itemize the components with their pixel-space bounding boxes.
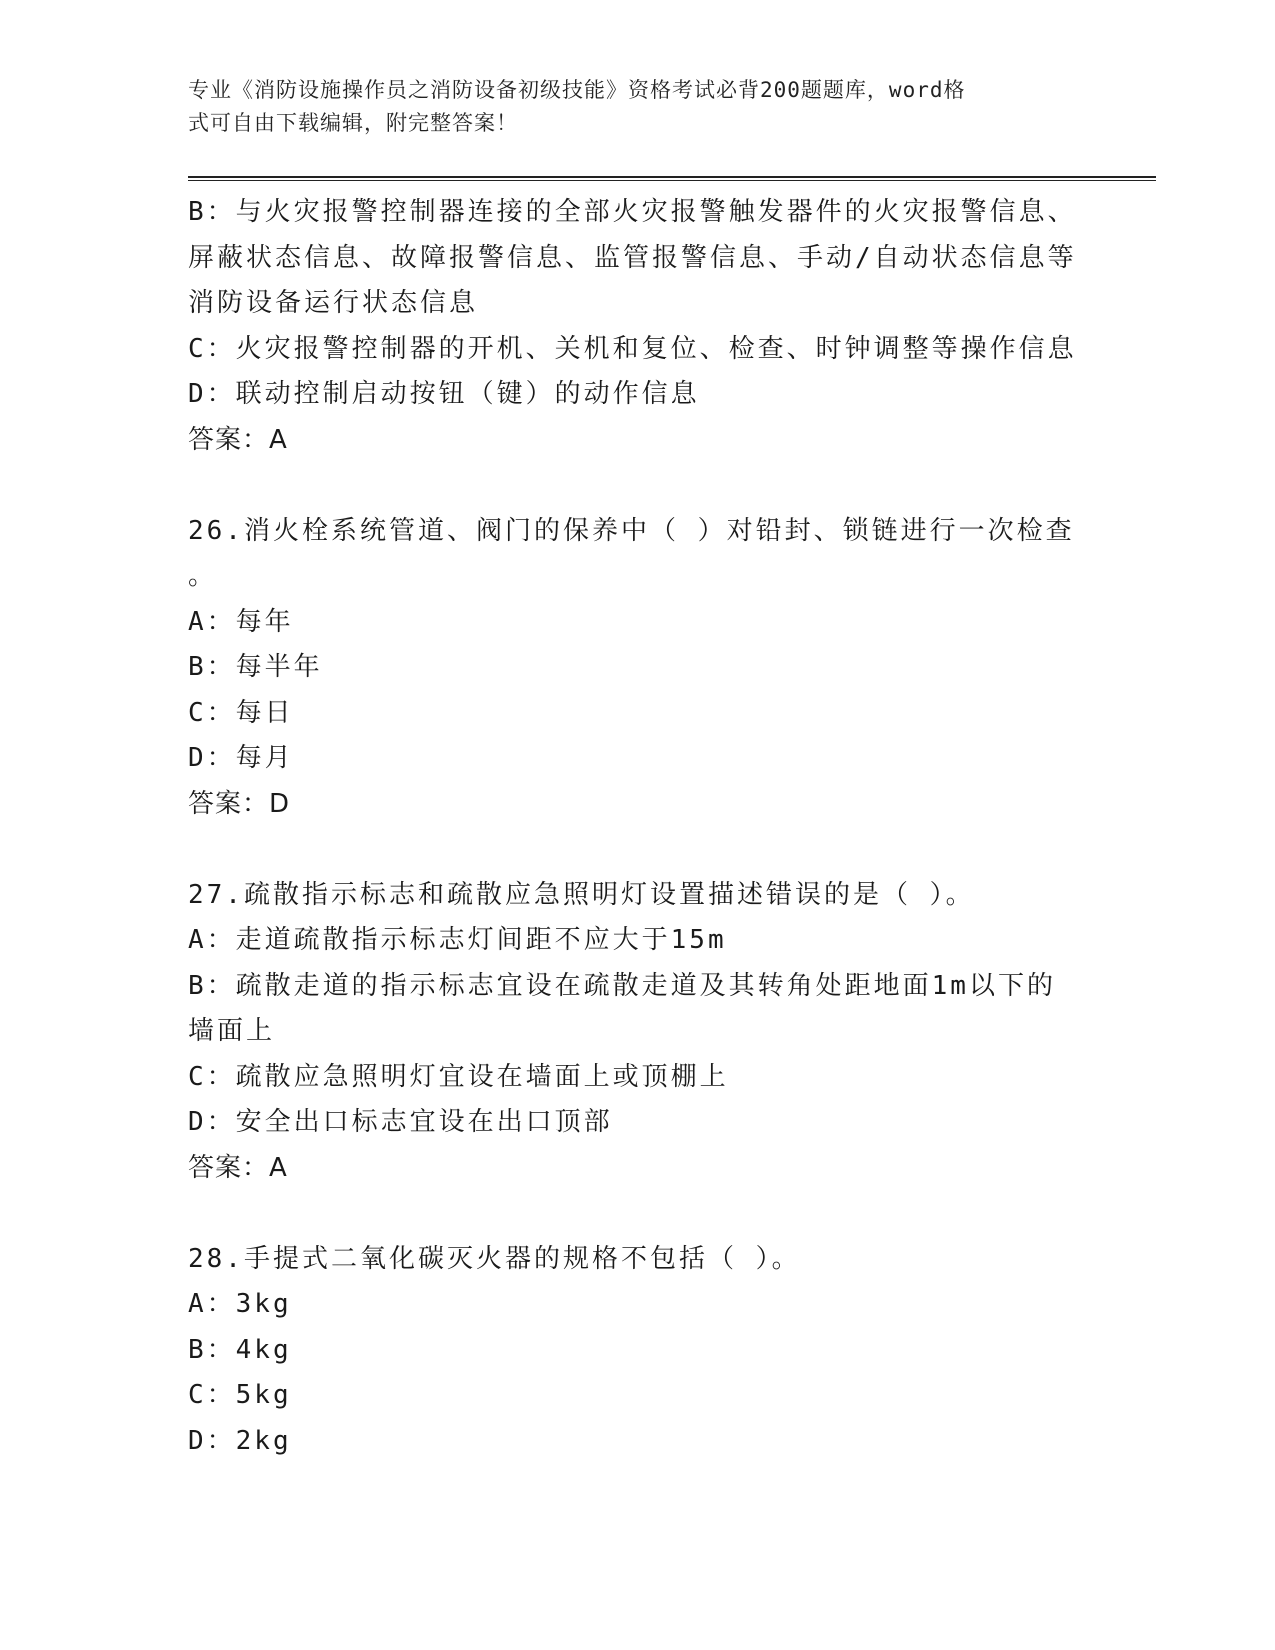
question-25-continued — [188, 190, 1088, 463]
option-b: B：4kg — [188, 1334, 292, 1365]
header-line-2: 式可自由下载编辑，附完整答案！ — [188, 111, 518, 135]
option-a: A：3kg — [188, 1289, 292, 1319]
option-b: B：每半年 — [188, 652, 323, 682]
option-d: D：安全出口标志宜设在出口顶部 — [188, 1107, 613, 1137]
spacer — [188, 1191, 1088, 1237]
option-c: C：5kg — [188, 1380, 292, 1410]
option-c: C：火灾报警控制器的开机、关机和复位、检查、时钟调整等操作信息 — [188, 333, 1077, 364]
option-c: C：每日 — [188, 697, 294, 728]
question-27 — [188, 873, 1088, 1192]
option-b-line-2: 屏蔽状态信息、故障报警信息、监管报警信息、手动/自动状态信息等 — [188, 242, 1077, 273]
document-header — [188, 74, 1068, 140]
option-d: D：联动控制启动按钮（键）的动作信息 — [188, 379, 700, 409]
answer: 答案：A — [188, 1152, 288, 1183]
question-28 — [188, 1237, 1088, 1465]
question-stem-line-2: 。 — [188, 561, 218, 591]
option-d: D：每月 — [188, 743, 294, 773]
option-b-line-1: B：疏散走道的指示标志宜设在疏散走道及其转角处距地面1m以下的 — [188, 970, 1056, 1001]
option-b-line-3: 消防设备运行状态信息 — [188, 288, 479, 318]
header-divider — [188, 176, 1156, 181]
answer: 答案：D — [188, 788, 291, 819]
question-stem-line-1: 26.消火栓系统管道、阀门的保养中（ ）对铅封、锁链进行一次检查 — [188, 515, 1075, 546]
header-line-1: 专业《消防设施操作员之消防设备初级技能》资格考试必背200题题库，word格 — [188, 78, 966, 102]
question-stem: 28.手提式二氧化碳灭火器的规格不包括（ ）。 — [188, 1243, 801, 1274]
option-b-line-2: 墙面上 — [188, 1016, 276, 1046]
option-a: A：走道疏散指示标志灯间距不应大于15m — [188, 925, 727, 955]
option-d: D：2kg — [188, 1425, 292, 1456]
option-c: C：疏散应急照明灯宜设在墙面上或顶棚上 — [188, 1061, 729, 1092]
question-list — [188, 190, 1088, 1464]
option-b-line-1: B：与火灾报警控制器连接的全部火灾报警触发器件的火灾报警信息、 — [188, 197, 1077, 227]
question-26 — [188, 509, 1088, 828]
spacer — [188, 463, 1088, 509]
question-stem: 27.疏散指示标志和疏散应急照明灯设置描述错误的是（ ）。 — [188, 879, 975, 910]
answer: 答案：A — [188, 424, 288, 455]
option-a: A：每年 — [188, 606, 294, 637]
spacer — [188, 827, 1088, 873]
